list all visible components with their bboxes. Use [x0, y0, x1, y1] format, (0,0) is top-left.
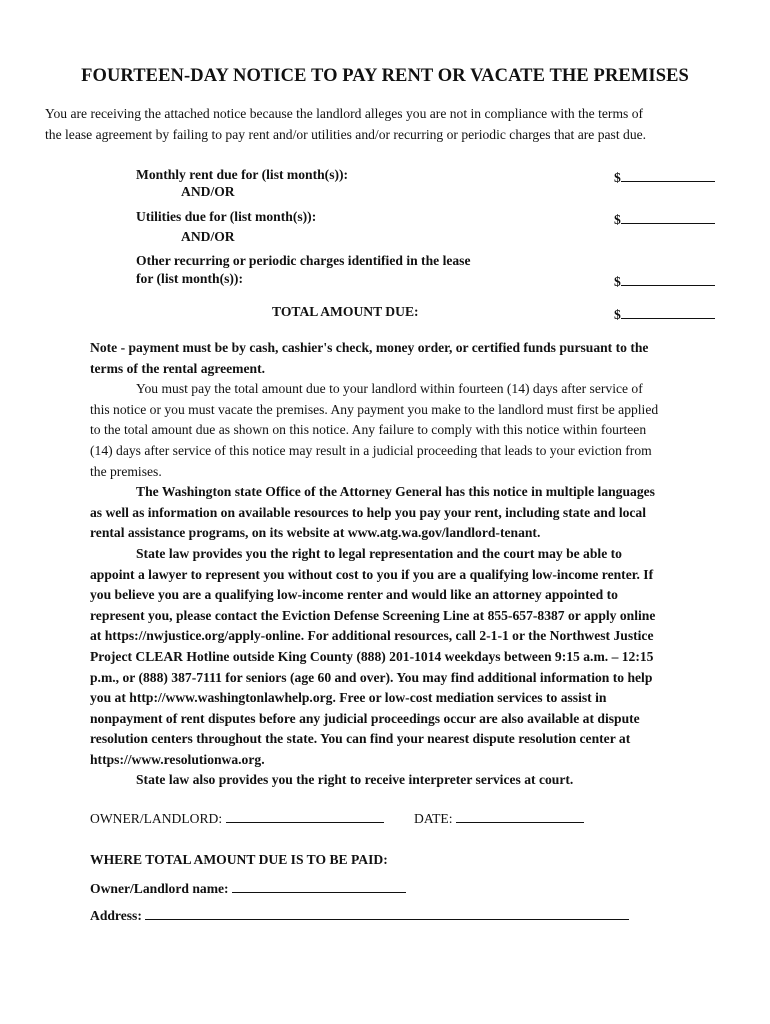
legal-line: you believe you are a qualifying low-income renter and would like an attorney appointed to	[90, 587, 618, 603]
currency-symbol: $	[614, 212, 621, 227]
date-line	[456, 808, 584, 823]
pay-line: this notice or you must vacate the premises. Any payment you make to the landlord must first be applied	[90, 401, 659, 417]
legal-line: represent you, please contact the Eviction Defense Screening Line at 855-657-8387 or apply online	[90, 607, 656, 623]
rent-label: Monthly rent due for (list month(s)):	[136, 167, 349, 182]
pay-line: (14) days after service of this notice may result in a judicial proceeding that leads to your eviction from	[90, 442, 652, 458]
interpreter-line: State law also provides you the right to receive interpreter services at court.	[136, 772, 574, 788]
utilities-amount-field[interactable]	[614, 209, 715, 228]
legal-line: resolution centers throughout the state. You can find your nearest dispute resolution center at	[90, 731, 631, 747]
andor-label-2: AND/OR	[181, 229, 235, 244]
address-field[interactable]	[90, 905, 629, 924]
document-title: FOURTEEN-DAY NOTICE TO PAY RENT OR VACATE THE PREMISES	[81, 66, 689, 86]
utilities-label: Utilities due for (list month(s)):	[136, 209, 317, 224]
currency-symbol: $	[614, 170, 621, 185]
owner-label: OWNER/LANDLORD:	[90, 811, 223, 826]
legal-line: at https://nwjustice.org/apply-online. For additional resources, call 2-1-1 or the Northwest Justice	[90, 628, 654, 644]
notice-body	[90, 338, 730, 791]
other-amount-line	[621, 271, 715, 286]
legal-line: nonpayment of rent disputes before any judicial proceedings occur are also available at dispute	[90, 710, 640, 726]
legal-line: appoint a lawyer to represent you without cost to you if you are a qualifying low-income renter. If	[90, 566, 654, 582]
rent-amount-line	[621, 167, 715, 182]
owner-name-line	[232, 878, 406, 893]
owner-signature-line	[226, 808, 384, 823]
pay-line: to the total amount due as shown on this notice. Any failure to comply with this notice within fourteen	[90, 422, 647, 438]
rent-amount-field[interactable]	[614, 167, 715, 186]
legal-line: you at http://www.washingtonlawhelp.org. Free or low-cost mediation services to assist in	[90, 690, 607, 706]
legal-line: Project CLEAR Hotline outside King County (888) 201-1014 weekdays between 9:15 a.m. – 12:15	[90, 648, 654, 664]
legal-line: p.m., or (888) 387-7111 for seniors (age 60 and over). You may find additional information to help	[90, 669, 653, 685]
currency-symbol: $	[614, 307, 621, 322]
legal-line: https://www.resolutionwa.org.	[90, 751, 265, 767]
pay-line: the premises.	[90, 463, 162, 479]
owner-name-label: Owner/Landlord name:	[90, 881, 229, 896]
ag-line: as well as information on available resources to help you pay your rent, including state and local	[90, 504, 646, 520]
utilities-amount-line	[621, 209, 715, 224]
total-amount-line	[621, 304, 715, 319]
andor-label-1: AND/OR	[181, 184, 235, 199]
intro-line-2: the lease agreement by failing to pay rent and/or utilities and/or recurring or periodic charges that are past due.	[45, 127, 647, 142]
legal-line: State law provides you the right to legal representation and the court may be able to	[136, 545, 622, 561]
owner-name-field[interactable]	[90, 878, 406, 897]
other-charges-label-2: for (list month(s)):	[136, 271, 243, 286]
address-label: Address:	[90, 908, 142, 923]
address-line	[145, 905, 629, 920]
total-label: TOTAL AMOUNT DUE:	[272, 304, 419, 319]
other-amount-field[interactable]	[614, 271, 715, 290]
currency-symbol: $	[614, 274, 621, 289]
ag-line: The Washington state Office of the Attorney General has this notice in multiple languages	[136, 484, 655, 500]
note-line: Note - payment must be by cash, cashier's check, money order, or certified funds pursuant to the	[90, 340, 649, 355]
total-amount-field[interactable]	[614, 304, 715, 323]
owner-signature-field[interactable]	[90, 808, 384, 827]
ag-line: rental assistance programs, on its website at www.atg.wa.gov/landlord-tenant.	[90, 525, 541, 541]
payment-heading: WHERE TOTAL AMOUNT DUE IS TO BE PAID:	[90, 852, 388, 867]
date-label: DATE:	[414, 811, 453, 826]
date-field[interactable]	[414, 808, 584, 827]
intro-line-1: You are receiving the attached notice because the landlord alleges you are not in compliance with the terms of	[45, 106, 644, 121]
other-charges-label-1: Other recurring or periodic charges identified in the lease	[136, 253, 471, 268]
note-line: terms of the rental agreement.	[90, 360, 266, 376]
pay-line: You must pay the total amount due to your landlord within fourteen (14) days after service of	[136, 381, 643, 397]
